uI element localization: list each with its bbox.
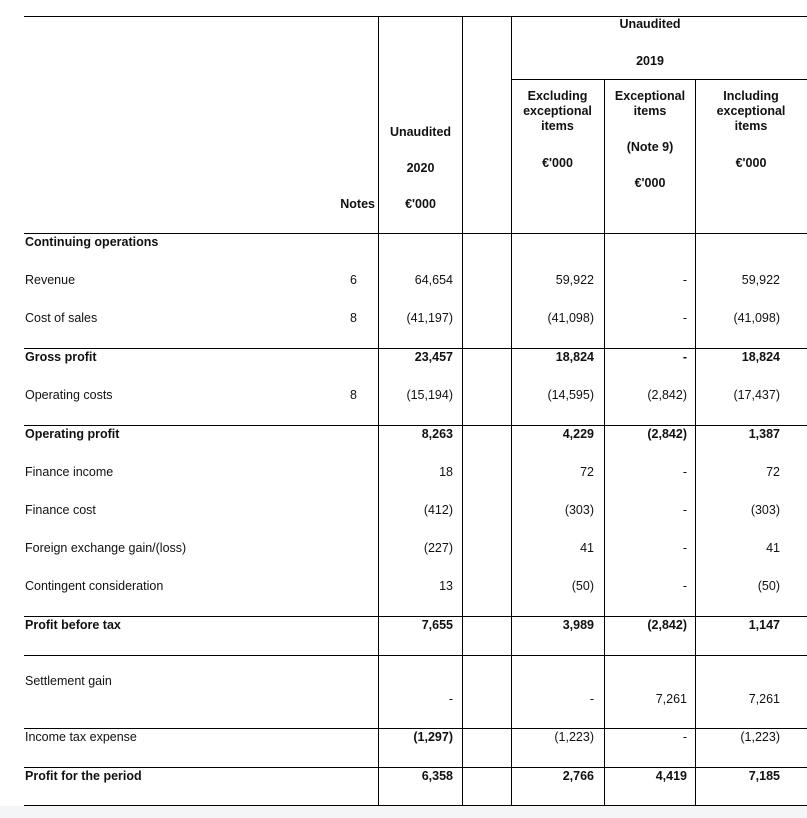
cell-2020: 7,655	[421, 618, 453, 632]
header-2019-sub-rule	[511, 79, 807, 80]
rule-above-profit-before-tax	[24, 616, 807, 617]
header-including-exceptional: Including exceptional items	[716, 89, 786, 133]
cell-2019-including: (303)	[750, 503, 780, 517]
cell-2019-excluding: 72	[580, 465, 594, 479]
cell-2019-including: 18,824	[741, 350, 780, 364]
header-exceptional-note: (Note 9)	[626, 140, 674, 154]
rule-above-operating-profit	[24, 425, 807, 426]
row-label: Finance cost	[25, 503, 96, 517]
cell-2019-exceptional: 7,261	[655, 692, 687, 706]
cell-2019-excluding: 18,824	[555, 350, 594, 364]
row-label: Foreign exchange gain/(loss)	[25, 541, 187, 555]
cell-2019-excluding: (14,595)	[547, 388, 594, 402]
rule-above-profit-for-period	[24, 767, 807, 768]
cell-2019-exceptional: (2,842)	[647, 388, 687, 402]
cell-2020: (41,197)	[406, 311, 453, 325]
rule-above-income-tax	[24, 728, 807, 729]
cell-2020: (412)	[423, 503, 453, 517]
cell-2019-including: (41,098)	[733, 311, 780, 325]
cell-2020: 6,358	[421, 769, 453, 783]
rule-below-profit-before-tax	[24, 655, 807, 656]
cell-2019-including: 1,387	[748, 427, 780, 441]
row-label: Gross profit	[25, 350, 97, 364]
row-label: Revenue	[25, 273, 76, 287]
row-label: Finance income	[25, 465, 114, 479]
row-label: Contingent consideration	[25, 579, 164, 593]
row-note: 6	[350, 273, 357, 287]
header-notes: Notes	[340, 197, 375, 211]
col-2020-right-rule	[462, 16, 463, 805]
cell-2019-exceptional: (2,842)	[647, 618, 687, 632]
cell-2019-excluding: 59,922	[555, 273, 594, 287]
cell-2019-excluding: (41,098)	[547, 311, 594, 325]
cell-2019-exceptional: -	[682, 311, 687, 325]
cell-2019-including: (1,223)	[740, 730, 780, 744]
cell-2020: 13	[439, 579, 453, 593]
cell-2019-exceptional: (2,842)	[647, 427, 687, 441]
header-unaudited-2019: Unaudited	[619, 17, 681, 31]
cell-2019-exceptional: 4,419	[655, 769, 687, 783]
header-year-2019: 2019	[636, 54, 664, 68]
header-exceptional-unit: €'000	[634, 176, 666, 190]
row-label: Profit before tax	[25, 618, 121, 632]
row-label: Operating costs	[25, 388, 113, 402]
cell-2020: 8,263	[421, 427, 453, 441]
cell-2020: (15,194)	[406, 388, 453, 402]
header-unaudited-2020: Unaudited	[389, 125, 452, 139]
cell-2019-exceptional: -	[682, 579, 687, 593]
cell-2020: -	[448, 692, 453, 706]
cell-2019-excluding: 2,766	[562, 769, 594, 783]
row-label: Cost of sales	[25, 311, 98, 325]
row-note: 8	[350, 388, 357, 402]
cell-2019-including: (50)	[757, 579, 780, 593]
cell-2019-including: 72	[766, 465, 780, 479]
cell-2019-including: 41	[766, 541, 780, 555]
header-year-2020: 2020	[406, 161, 435, 175]
section-heading-continuing-operations: Continuing operations	[25, 235, 159, 249]
cell-2019-exceptional: -	[682, 273, 687, 287]
cell-2019-exceptional: -	[682, 503, 687, 517]
cell-2019-including: 7,261	[748, 692, 780, 706]
cell-2019-excluding: (303)	[564, 503, 594, 517]
header-excluding-exceptional: Excluding exceptional items	[523, 89, 592, 133]
cell-2019-excluding: (1,223)	[554, 730, 594, 744]
header-including-unit: €'000	[735, 156, 767, 170]
cell-2019-exceptional: -	[682, 730, 687, 744]
row-label: Income tax expense	[25, 730, 137, 744]
cell-2019-exceptional: -	[682, 541, 687, 555]
cell-2020: 64,654	[414, 273, 453, 287]
cell-2019-excluding: 4,229	[562, 427, 594, 441]
cell-2020: 23,457	[414, 350, 453, 364]
row-note: 8	[350, 311, 357, 325]
header-exceptional-items: Exceptional items	[614, 89, 686, 118]
cell-2020: (227)	[423, 541, 453, 555]
page-bottom-strip	[0, 806, 807, 818]
row-label: Settlement gain	[25, 674, 112, 688]
row-label: Profit for the period	[25, 769, 142, 783]
cell-2019-excluding: 41	[580, 541, 594, 555]
cell-2019-excluding: (50)	[571, 579, 594, 593]
rule-above-gross-profit	[24, 348, 807, 349]
cell-2019-exceptional: -	[682, 350, 687, 364]
cell-2020: (1,297)	[413, 730, 453, 744]
cell-2020: 18	[439, 465, 453, 479]
header-bottom-rule	[24, 233, 807, 234]
header-2020-unit: €'000	[405, 197, 436, 211]
cell-2019-including: 1,147	[748, 618, 780, 632]
cell-2019-including: 7,185	[748, 769, 780, 783]
cell-2019-including: 59,922	[741, 273, 780, 287]
col-2019-left-rule	[511, 16, 512, 805]
cell-2019-including: (17,437)	[733, 388, 780, 402]
row-label: Operating profit	[25, 427, 120, 441]
cell-2019-excluding: -	[589, 692, 594, 706]
header-excluding-unit: €'000	[542, 156, 573, 170]
cell-2019-excluding: 3,989	[562, 618, 594, 632]
cell-2019-exceptional: -	[682, 465, 687, 479]
